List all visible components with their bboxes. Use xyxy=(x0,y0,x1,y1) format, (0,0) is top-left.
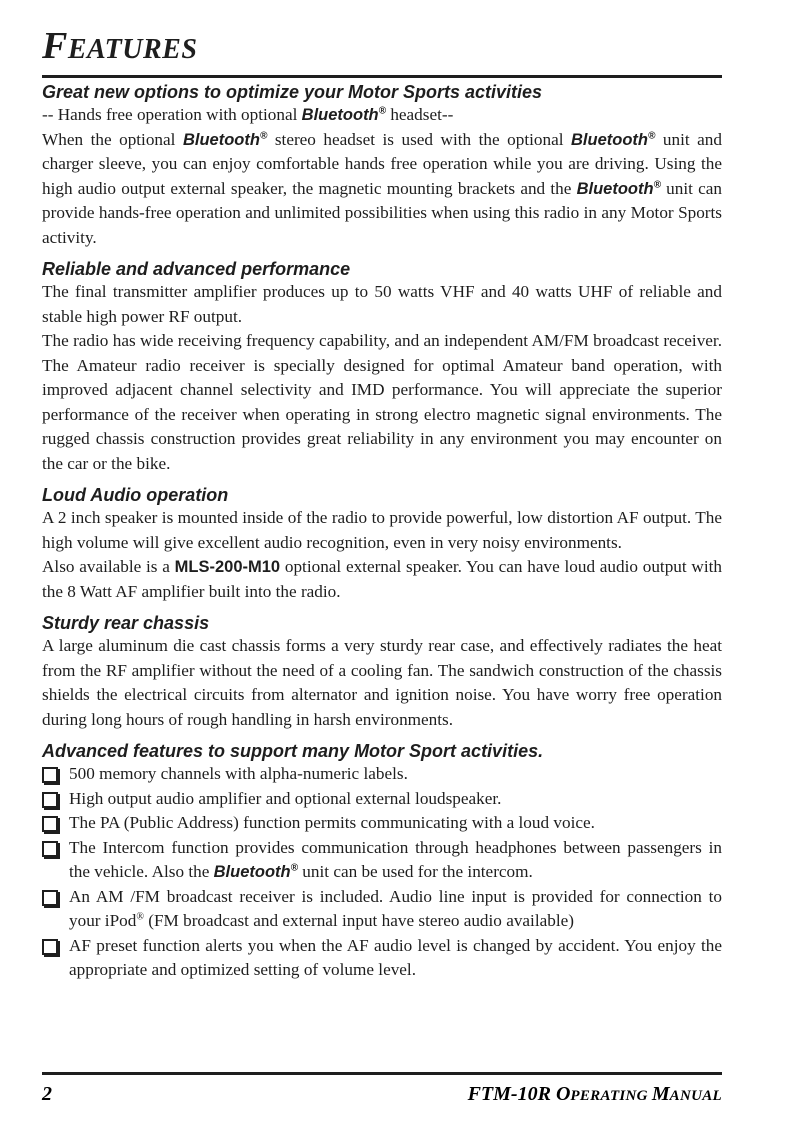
feature-list xyxy=(42,762,722,983)
section-chassis xyxy=(42,612,722,732)
paragraph: A 2 inch speaker is mounted inside of the radio to provide powerful, low distortion AF output. The high volume will give excellent audio recognition, even in very noisy environments. xyxy=(42,508,722,552)
list-item xyxy=(42,885,722,934)
text: AF preset function alerts you when the AF audio level is changed by accident. You enjoy the appropriate and optimized setting of volume level. xyxy=(69,935,722,979)
title-rule xyxy=(42,75,722,78)
brand-name: Bluetooth xyxy=(571,130,648,149)
text: Also available is a xyxy=(42,557,175,576)
checkbox-square-icon xyxy=(42,841,58,857)
registered-mark: ® xyxy=(648,129,656,141)
checkbox-square-icon xyxy=(42,890,58,906)
section-performance xyxy=(42,258,722,476)
text: unit can provide hands-free operation and unlimited possibilities when using this radio in any Motor Sports activity. xyxy=(42,178,723,247)
checkbox-square-icon xyxy=(42,816,58,832)
text: M xyxy=(651,1083,670,1105)
title-initial: F xyxy=(42,25,68,67)
list-item xyxy=(42,811,722,836)
text: ANUAL xyxy=(669,1088,722,1104)
section-heading: Great new options to optimize your Motor Sports activities xyxy=(42,82,543,102)
brand-name: Bluetooth xyxy=(576,179,654,198)
paragraph: The final transmitter amplifier produces up to 50 watts VHF and 40 watts UHF of reliable and stable high power RF output. xyxy=(42,282,722,326)
section-audio xyxy=(42,484,722,604)
section-heading: Loud Audio operation xyxy=(42,485,229,505)
paragraph: A large aluminum die cast chassis forms a very sturdy rear case, and effectively radiates the heat from the RF amplifier without the need of a cooling fan. The sandwich construction of the chassis shields the electrical circuits from alternator and ignition noise. You have worry free operation during long hours of rough handling in harsh environments. xyxy=(42,636,722,729)
page-number: 2 xyxy=(42,1083,52,1105)
registered-mark: ® xyxy=(290,862,298,874)
section-heading: Reliable and advanced performance xyxy=(42,259,351,279)
checkbox-square-icon xyxy=(42,767,58,783)
text: optional external speaker. You can have loud audio output with the 8 Watt AF amplifier built into the radio. xyxy=(42,557,722,601)
section-heading: Advanced features to support many Motor Sport activities. xyxy=(42,741,544,761)
text: unit and charger sleeve, you can enjoy comfortable hands free operation while you are driving. Using the high audio output external speaker, the magnetic mounting brackets and the xyxy=(42,129,722,198)
list-item xyxy=(42,762,722,787)
text: O xyxy=(555,1083,571,1105)
model-number: MLS-200-M10 xyxy=(174,558,281,576)
footer-row xyxy=(42,1083,722,1106)
checkbox-square-icon xyxy=(42,939,58,955)
list-item xyxy=(42,934,722,983)
text: stereo headset is used with the optional xyxy=(267,129,572,149)
text: High output audio amplifier and optional external loudspeaker. xyxy=(69,788,502,808)
page-footer xyxy=(42,1072,722,1106)
registered-mark: ® xyxy=(259,129,268,141)
text: The PA (Public Address) function permits communicating with a loud voice. xyxy=(69,813,595,832)
registered-mark: ® xyxy=(136,911,144,923)
title-rest: EATURES xyxy=(67,34,198,65)
paragraph xyxy=(42,555,722,604)
page-title xyxy=(42,24,722,72)
model-name: FTM-10R xyxy=(467,1083,556,1105)
text: PERATING xyxy=(570,1088,652,1104)
checkbox-square-icon xyxy=(42,792,58,808)
text: An AM /FM broadcast receiver is included. Audio line input is provided for connection to your iPod xyxy=(69,886,722,930)
section-advanced-features xyxy=(42,740,722,983)
text: When the optional xyxy=(42,129,183,149)
registered-mark: ® xyxy=(378,105,387,117)
section-heading: Sturdy rear chassis xyxy=(42,613,210,633)
text: unit can be used for the intercom. xyxy=(297,862,533,881)
text: The Intercom function provides communication through headphones between passengers in the vehicle. Also the xyxy=(69,837,722,881)
registered-mark: ® xyxy=(653,178,661,190)
paragraph xyxy=(42,128,722,251)
paragraph xyxy=(42,103,722,128)
section-motor-sports xyxy=(42,81,722,250)
footer-rule xyxy=(42,1072,722,1075)
text: 500 memory channels with alpha-numeric labels. xyxy=(69,764,408,783)
list-item xyxy=(42,787,722,812)
text: (FM broadcast and external input have stereo audio available) xyxy=(143,911,574,930)
page-content xyxy=(42,24,722,983)
text: headset-- xyxy=(386,105,454,124)
text: -- Hands free operation with optional xyxy=(42,105,302,124)
list-item xyxy=(42,836,722,885)
brand-name: Bluetooth xyxy=(213,863,291,881)
brand-name: Bluetooth xyxy=(301,106,379,124)
manual-title xyxy=(468,1083,722,1106)
brand-name: Bluetooth xyxy=(182,130,260,149)
paragraph: The radio has wide receiving frequency capability, and an independent AM/FM broadcast receiver. The Amateur radio receiver is specially designed for optimal Amateur band operation, with improved adjacent channel selectivity and IMD performance. You will appreciate the superior performance of the receiver when operating in strong electro magnetic signal environments. The rugged chassis construction provides great reliability in any environment you may encounter on the car or the bike. xyxy=(42,331,722,473)
